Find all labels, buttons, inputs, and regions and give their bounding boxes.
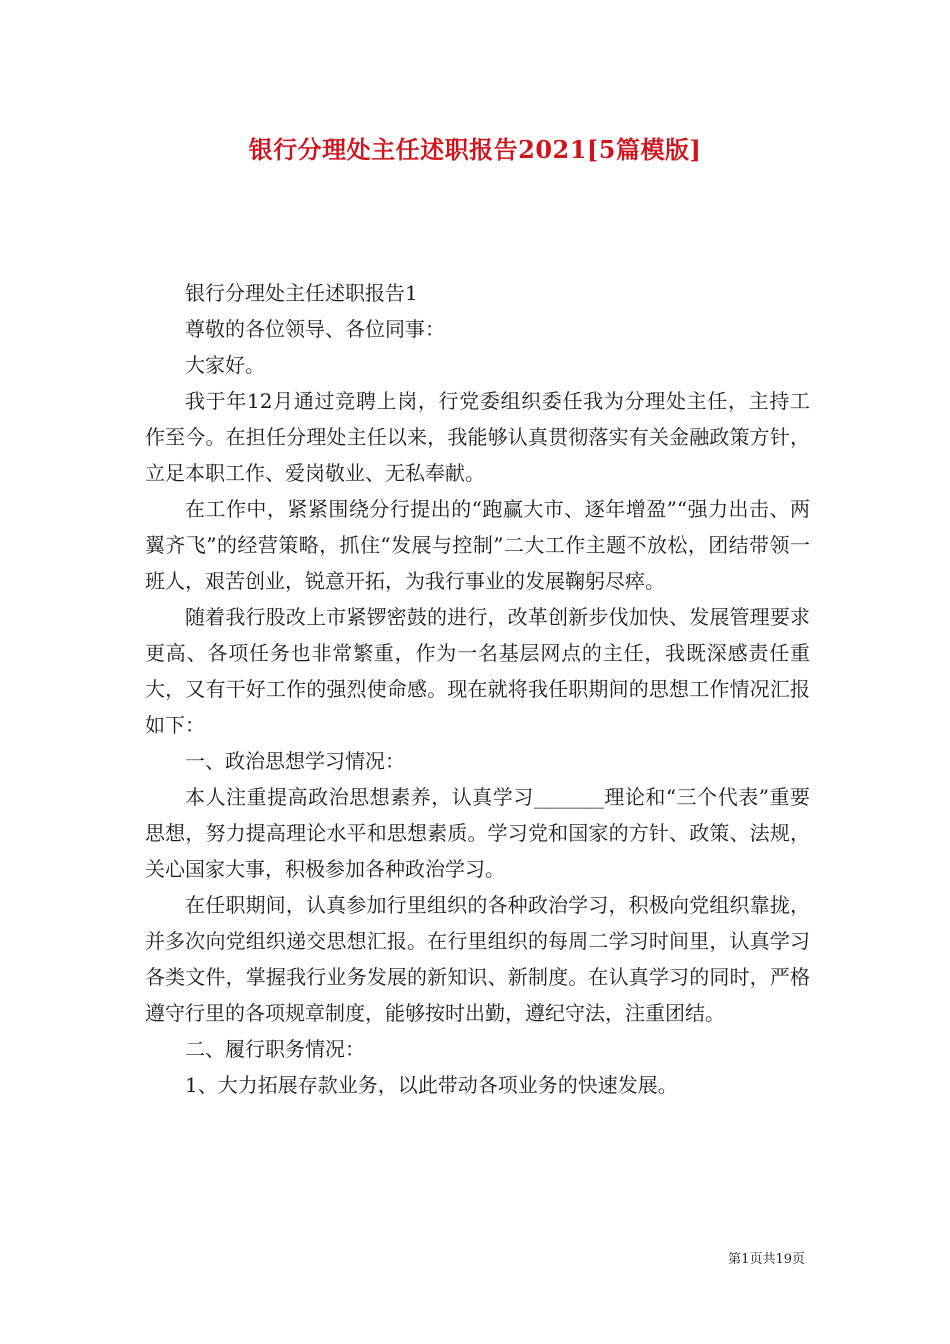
page-number: 第1页共19页: [728, 1252, 805, 1267]
document-title: 银行分理处主任述职报告2021[5篇模版]: [248, 135, 702, 164]
paragraph: 本人注重提高政治思想素养，认真学习_______理论和“三个代表”重要思想，努力提高理论水平和思想素质。学习党和国家的方针、政策、法规，关心国家大事，积极参加各种政治学习。: [145, 785, 810, 881]
paragraph: 在工作中，紧紧围绕分行提出的“跑赢大市、逐年增盈”“强力出击、两翼齐飞”的经营策略，抓住“发展与控制”二大工作主题不放松，团结带领一班人，艰苦创业，锐意开拓，为我行事业的发展鞠躬尽瘁。: [145, 497, 810, 593]
paragraph: 我于年12月通过竞聘上岗，行党委组织委任我为分理处主任，主持工作至今。在担任分理处主任以来，我能够认真贯彻落实有关金融政策方针，立足本职工作、爱岗敬业、无私奉献。: [145, 389, 810, 485]
paragraph: 尊敬的各位领导、各位同事：: [185, 317, 445, 341]
paragraph: 一、政治思想学习情况：: [185, 749, 405, 773]
paragraph: 1、大力拓展存款业务，以此带动各项业务的快速发展。: [185, 1073, 678, 1097]
paragraph: 银行分理处主任述职报告1: [185, 281, 418, 305]
paragraph: 大家好。: [185, 353, 265, 377]
paragraph: 二、履行职务情况：: [185, 1037, 365, 1061]
paragraph: 在任职期间，认真参加行里组织的各种政治学习，积极向党组织靠拢，并多次向党组织递交思想汇报。在行里组织的每周二学习时间里，认真学习各类文件，掌握我行业务发展的新知识、新制度。在认真学习的同时，严格遵守行里的各项规章制度，能够按时出勤，遵纪守法，注重团结。: [145, 893, 810, 1025]
paragraph: 随着我行股改上市紧锣密鼓的进行，改革创新步伐加快、发展管理要求更高、各项任务也非常繁重，作为一名基层网点的主任，我既深感责任重大，又有干好工作的强烈使命感。现在就将我任职期间的思想工作情况汇报如下：: [145, 605, 810, 737]
document-body: [145, 275, 810, 1103]
